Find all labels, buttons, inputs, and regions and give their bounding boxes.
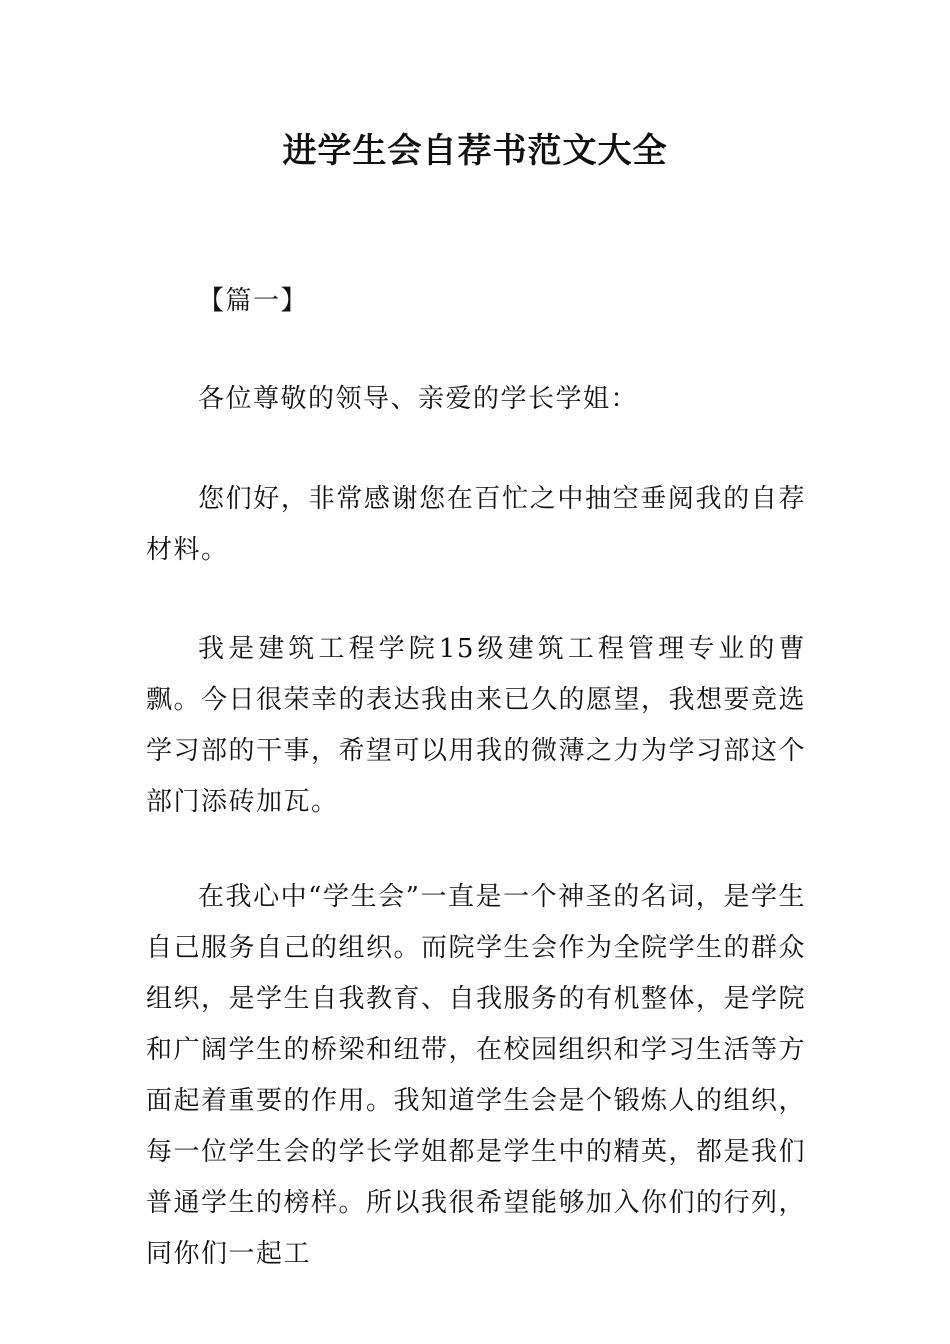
paragraph-2: 我是建筑工程学院15级建筑工程管理专业的曹飘。今日很荣幸的表达我由来已久的愿望，我想要竞选学习部的干事，希望可以用我的微薄之力为学习部这个部门添砖加瓦。 [146,634,807,817]
document-title: 进学生会自荐书范文大全 [282,131,668,171]
greeting-line: 各位尊敬的领导、亲爱的学长学姐： [198,384,639,414]
section-label: 【篇一】 [198,286,309,316]
paragraph-1: 您们好，非常感谢您在百忙之中抽空垂阅我的自荐材料。 [146,484,806,565]
paragraph-3: 在我心中“学生会”一直是一个神圣的名词，是学生自己服务自己的组织。而院学生会作为全院学生的群众组织，是学生自我教育、自我服务的有机整体，是学院和广阔学生的桥梁和纽带，在校园组织和学习生活等方面起着重要的作用。我知道学生会是个锻炼人的组织，每一位学生会的学长学姐都是学生中的精英，都是我们普通学生的榜样。所以我很希望能够加入你们的行列，同你们一起工 [146,882,807,1269]
